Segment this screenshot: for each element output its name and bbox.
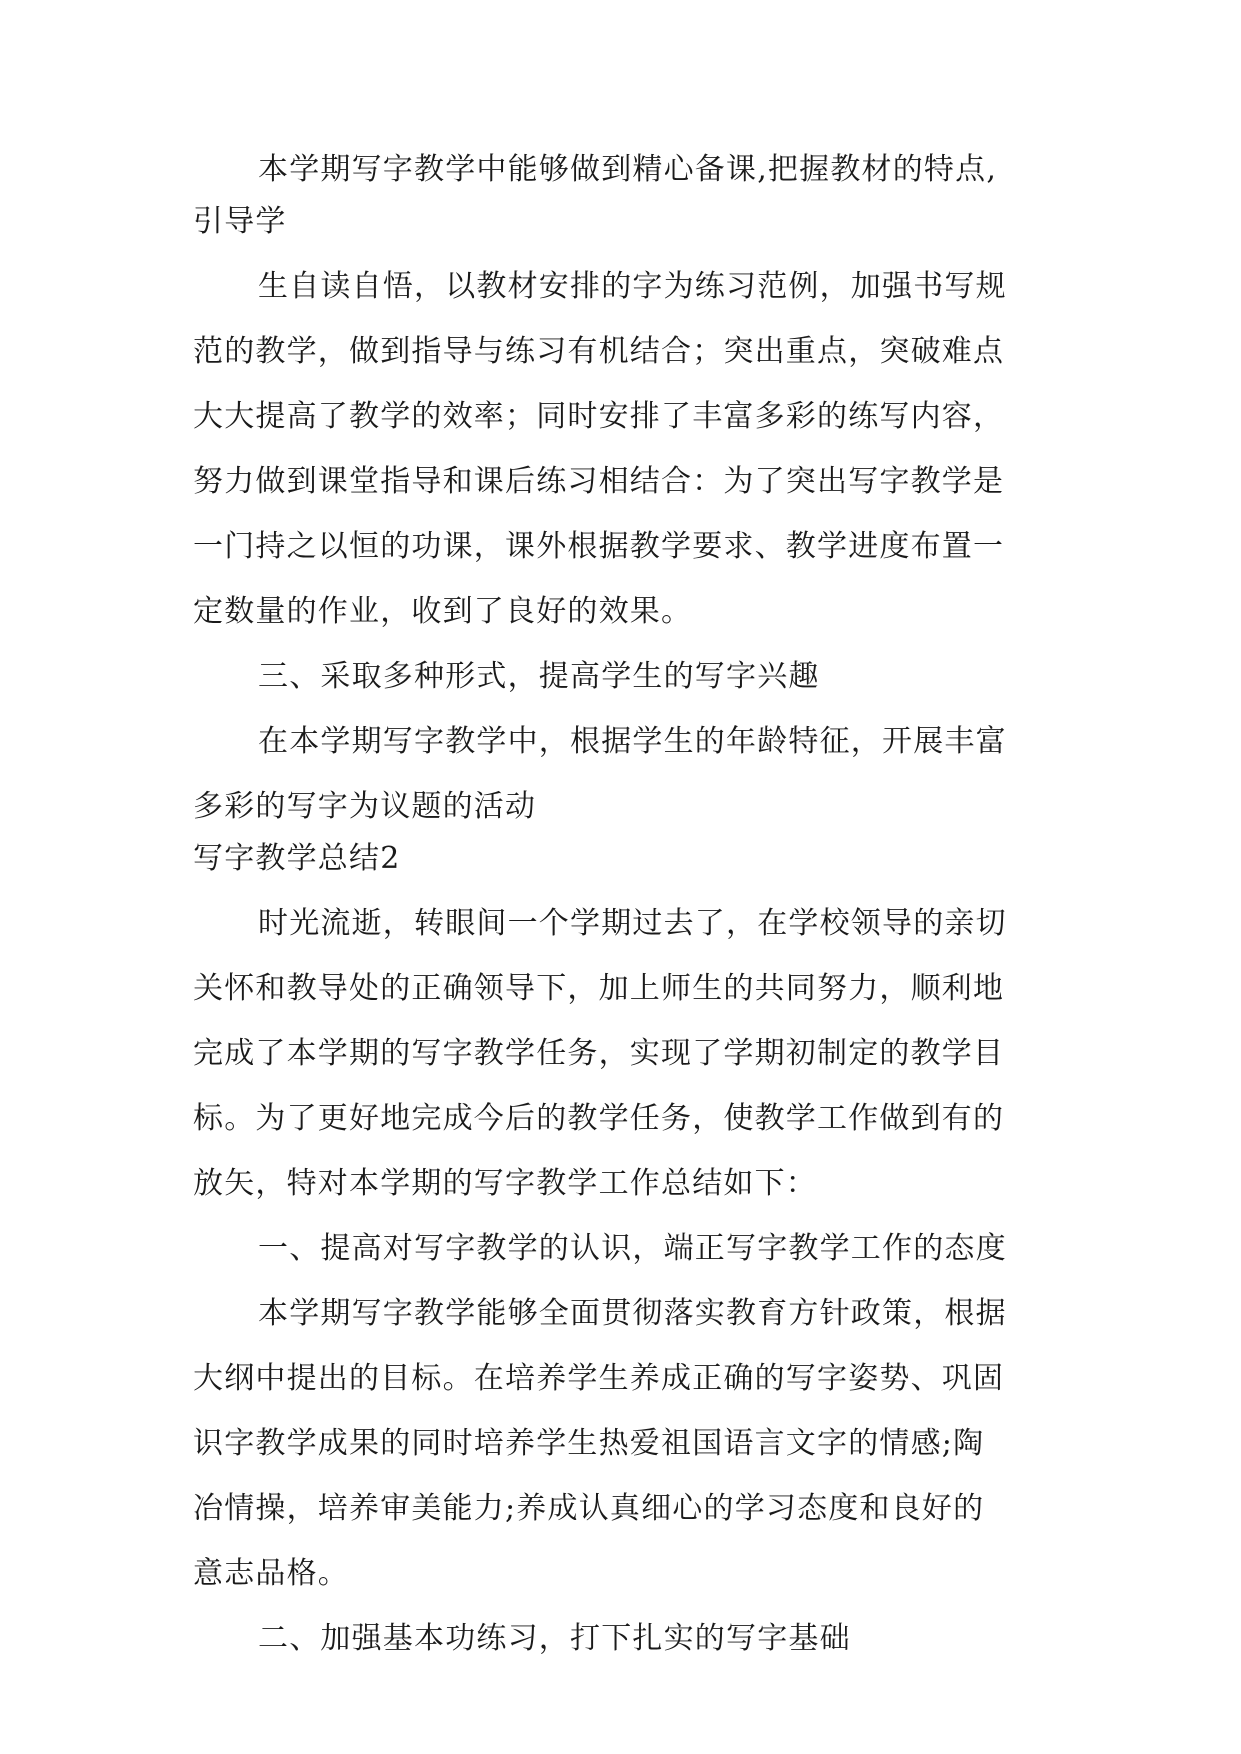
document-title: 写字教学总结2 — [193, 841, 401, 876]
paragraph-line: 多彩的写字为议题的活动 — [193, 789, 537, 824]
paragraph-line: 大大提高了教学的效率；同时安排了丰富多彩的练写内容， — [193, 399, 1005, 434]
paragraph-line: 本学期写字教学能够全面贯彻落实教育方针政策，根据 — [258, 1296, 1007, 1331]
paragraph-line: 识字教学成果的同时培养学生热爱祖国语言文字的情感;陶 — [193, 1426, 985, 1461]
paragraph-line: 一门持之以恒的功课，课外根据教学要求、教学进度布置一 — [193, 529, 1005, 564]
paragraph-line: 引导学 — [193, 204, 287, 239]
paragraph-line: 完成了本学期的写字教学任务，实现了学期初制定的教学目 — [193, 1036, 1005, 1071]
paragraph-line: 范的教学，做到指导与练习有机结合；突出重点，突破难点 — [193, 334, 1005, 369]
paragraph-line: 冶情操，培养审美能力;养成认真细心的学习态度和良好的 — [193, 1491, 985, 1526]
paragraph-line: 大纲中提出的目标。在培养学生养成正确的写字姿势、巩固 — [193, 1361, 1005, 1396]
section-heading: 二、加强基本功练习，打下扎实的写字基础 — [258, 1621, 851, 1656]
paragraph-line: 本学期写字教学中能够做到精心备课,把握教材的特点, — [258, 152, 998, 187]
document-body — [193, 152, 1073, 1689]
section-heading: 一、提高对写字教学的认识，端正写字教学工作的态度 — [258, 1231, 1007, 1266]
paragraph-line: 生自读自悟，以教材安排的字为练习范例，加强书写规 — [258, 269, 1007, 304]
paragraph-line: 放矢，特对本学期的写字教学工作总结如下： — [193, 1166, 817, 1201]
paragraph-line: 时光流逝，转眼间一个学期过去了，在学校领导的亲切 — [258, 906, 1007, 941]
paragraph-line: 关怀和教导处的正确领导下，加上师生的共同努力，顺利地 — [193, 971, 1005, 1006]
section-heading: 三、采取多种形式，提高学生的写字兴趣 — [258, 659, 820, 694]
paragraph-line: 标。为了更好地完成今后的教学任务，使教学工作做到有的 — [193, 1101, 1005, 1136]
paragraph-line: 意志品格。 — [193, 1556, 349, 1591]
paragraph-line: 定数量的作业，收到了良好的效果。 — [193, 594, 693, 629]
paragraph-line: 在本学期写字教学中，根据学生的年龄特征，开展丰富 — [258, 724, 1007, 759]
paragraph-line: 努力做到课堂指导和课后练习相结合：为了突出写字教学是 — [193, 464, 1005, 499]
